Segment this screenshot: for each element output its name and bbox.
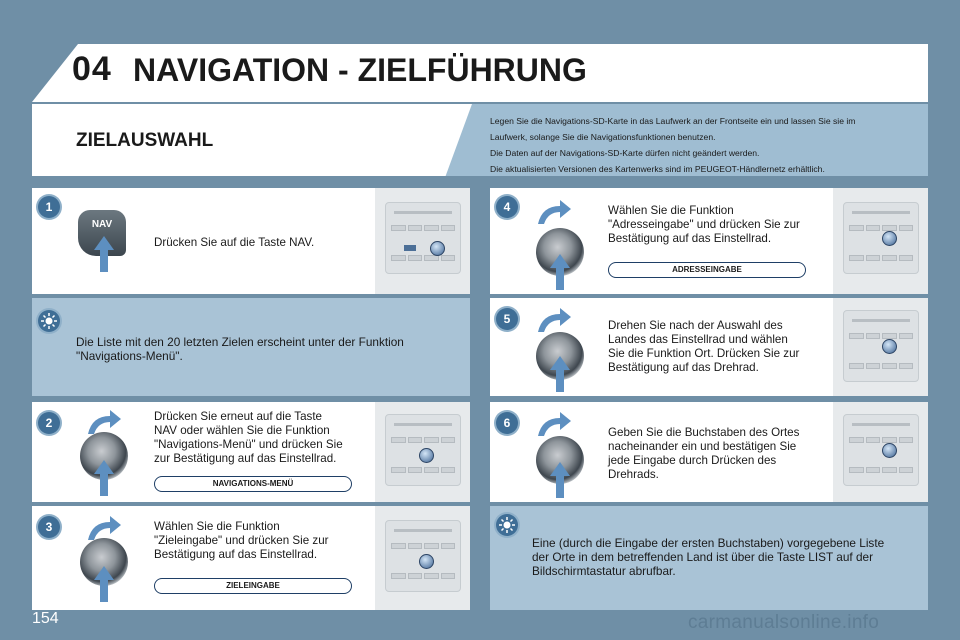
step-2-panel	[32, 402, 470, 502]
intro-text	[490, 113, 920, 177]
step-2-text: Drücken Sie erneut auf die Taste NAV oder wählen Sie die Funktion "Navigations-Menü" und drücken Sie zur Bestätigung auf das Einstellrad.	[154, 410, 343, 465]
nav-key-icon: NAV	[78, 210, 126, 256]
tip-1-panel	[32, 298, 470, 396]
radio-unit-icon	[843, 310, 919, 382]
radio-illustration	[375, 188, 470, 294]
step-5-badge: 5	[496, 308, 518, 330]
intro-line: Die Daten auf der Navigations-SD-Karte dürfen nicht geändert werden.	[490, 148, 760, 158]
chapter-number: 04	[72, 50, 112, 88]
step-5-panel	[490, 298, 928, 396]
knob-icon	[430, 241, 445, 256]
knob-icon	[882, 443, 897, 458]
radio-unit-icon	[843, 414, 919, 486]
menu-option-pill: ZIELEINGABE	[154, 578, 352, 594]
step-3-text: Wählen Sie die Funktion "Zieleingabe" und drücken Sie zur Bestätigung auf das Einstellrad.	[154, 520, 329, 561]
step-4-panel	[490, 188, 928, 294]
tip-2-panel	[490, 506, 928, 610]
radio-illustration	[833, 188, 928, 294]
step-3-badge: 3	[38, 516, 60, 538]
step-5-text: Drehen Sie nach der Auswahl des Landes das Einstellrad und wählen Sie die Funktion Ort. Drücken Sie zur Bestätigung auf das Drehrad.	[608, 319, 800, 374]
step-1-panel	[32, 188, 470, 294]
step-2-badge: 2	[38, 412, 60, 434]
radio-illustration	[833, 298, 928, 396]
press-arrow-icon	[92, 566, 116, 602]
step-1-badge: 1	[38, 196, 60, 218]
page-number: 154	[32, 610, 59, 627]
knob-icon	[419, 554, 434, 569]
step-3-panel	[32, 506, 470, 610]
step-4-text: Wählen Sie die Funktion "Adresseingabe" und drücken Sie zur Bestätigung auf das Einstellrad.	[608, 204, 800, 245]
intro-line: Die aktualisierten Versionen des Kartenwerks sind im PEUGEOT-Händlernetz erhältlich.	[490, 164, 825, 174]
radio-unit-icon	[385, 202, 461, 274]
press-arrow-icon	[548, 254, 572, 290]
step-4-badge: 4	[496, 196, 518, 218]
rotate-arrow-icon	[536, 412, 572, 438]
press-arrow-icon	[92, 460, 116, 496]
radio-unit-icon	[385, 520, 461, 592]
tip-2-text: Eine (durch die Eingabe der ersten Buchstaben) vorgegebene Liste der Orte in dem betreffenden Land ist über die Taste LIST auf der Bildschirmtastatur abrufbar.	[532, 536, 885, 578]
knob-icon	[419, 448, 434, 463]
intro-line: Laufwerk, solange Sie die Navigationsfunktionen benutzen.	[490, 132, 716, 142]
press-arrow-icon	[92, 236, 116, 272]
menu-option-pill: NAVIGATIONS-MENÜ	[154, 476, 352, 492]
tip-1-text: Die Liste mit den 20 letzten Zielen erscheint unter der Funktion "Navigations-Menü".	[76, 335, 404, 363]
step-6-text: Geben Sie die Buchstaben des Ortes nacheinander ein und bestätigen Sie jede Eingabe durch Drücken des Drehrads.	[608, 426, 800, 481]
press-arrow-icon	[548, 356, 572, 392]
intro-line: Legen Sie die Navigations-SD-Karte in das Laufwerk an der Frontseite ein und lassen Sie sie im	[490, 116, 856, 126]
radio-illustration	[375, 402, 470, 502]
press-arrow-icon	[548, 462, 572, 498]
knob-icon	[882, 231, 897, 246]
tip-lightbulb-icon	[496, 514, 518, 536]
section-title: ZIELAUSWAHL	[76, 130, 214, 151]
rotate-arrow-icon	[536, 200, 572, 226]
menu-option-pill: ADRESSEINGABE	[608, 262, 806, 278]
nav-key-highlight-icon	[404, 245, 416, 251]
tip-lightbulb-icon	[38, 310, 60, 332]
rotate-arrow-icon	[536, 308, 572, 334]
radio-illustration	[375, 506, 470, 610]
radio-illustration	[833, 402, 928, 502]
step-6-badge: 6	[496, 412, 518, 434]
page-title: NAVIGATION - ZIELFÜHRUNG	[133, 52, 587, 88]
knob-icon	[882, 339, 897, 354]
step-6-panel	[490, 402, 928, 502]
step-1-text: Drücken Sie auf die Taste NAV.	[154, 236, 315, 249]
radio-unit-icon	[385, 414, 461, 486]
watermark: carmanualsonline.info	[688, 612, 880, 633]
radio-unit-icon	[843, 202, 919, 274]
